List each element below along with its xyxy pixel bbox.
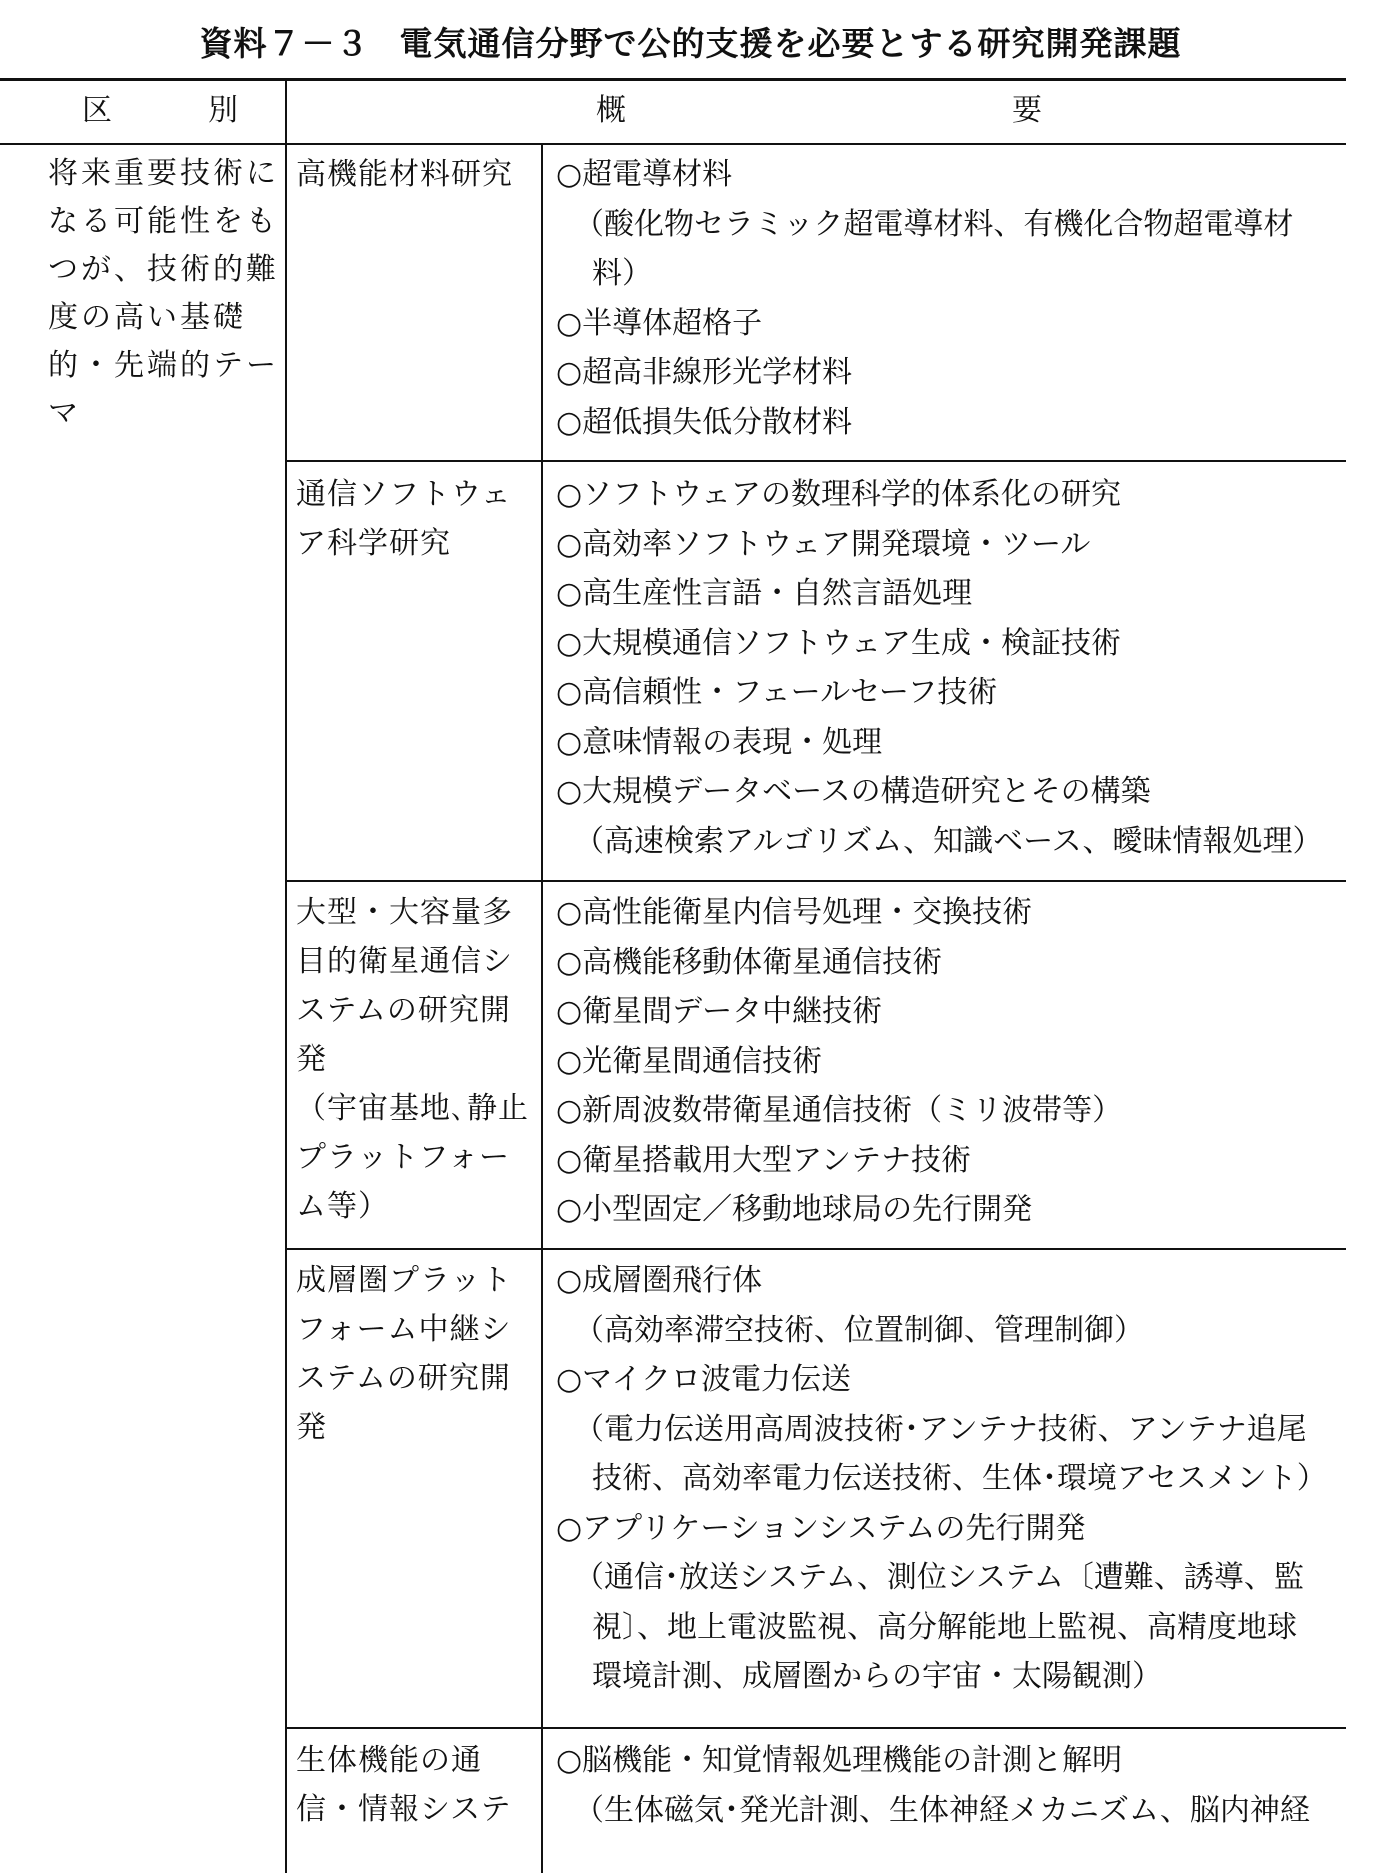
list-item: ○光衛星間通信技術: [556, 1043, 823, 1079]
section-rule-2: [285, 880, 1346, 882]
detail-line: （酸化物セラミック超電導材料、有機化合物超電導材: [574, 206, 1294, 242]
list-item: ○高生産性言語・自然言語処理: [556, 576, 973, 611]
list-item: ○超高非線形光学材料: [556, 355, 853, 390]
section-items-4: [556, 1256, 1336, 1702]
list-item: ○新周波数帯衛星通信技術（ミリ波帯等）: [556, 1093, 1123, 1128]
document-title: [0, 18, 1381, 65]
section-items-3: [556, 888, 1336, 1235]
section-topic-3-title: 大型・大容量多目的衛星通信システムの研究開発: [296, 895, 513, 1077]
list-item: ○高効率ソフトウェア開発環境・ツール: [556, 526, 1091, 562]
list-item: ○衛星搭載用大型アンテナ技術: [556, 1142, 971, 1178]
list-item: ○高信頼性・フェールセーフ技術: [556, 675, 998, 710]
title-prefix: 資料７－３: [199, 24, 370, 63]
detail-line: （高速検索アルゴリズム、知識ベース、曖昧情報処理）: [574, 823, 1323, 859]
category-text: 将来重要技術になる可能性をもつが、技術的難度の高い基礎的・先端的テーマ: [48, 156, 279, 431]
detail-line: （通信･放送システム、測位システム〔遭難、誘導、監: [574, 1560, 1304, 1595]
list-item: ○ソフトウェアの数理科学的体系化の研究: [556, 477, 1121, 512]
section-topic-1: 高機能材料研究: [296, 157, 513, 192]
detail-line: （高効率滞空技術、位置制御、管理制御）: [574, 1312, 1144, 1348]
header-col2-char1: 概: [596, 93, 626, 128]
table-top-rule: [0, 78, 1346, 81]
section-items-5: [556, 1736, 1336, 1835]
section-rule-4: [285, 1727, 1346, 1729]
list-item: ○大規模データベースの構造研究とその構築: [556, 774, 1151, 809]
detail-line: （生体磁気･発光計測、生体神経メカニズム、脳内神経: [574, 1792, 1310, 1828]
list-item: ○アプリケーションシステムの先行開発: [556, 1510, 1086, 1546]
list-item: ○小型固定／移動地球局の先行開発: [556, 1192, 1033, 1227]
section-items-1: [556, 150, 1336, 447]
list-item: ○超電導材料: [556, 157, 733, 192]
list-item: ○大規模通信ソフトウェア生成・検証技術: [556, 625, 1121, 661]
list-item-detail: [556, 200, 1336, 299]
list-item: ○衛星間データ中継技術: [556, 994, 883, 1029]
detail-line: 技術、高効率電力伝送技術、生体･環境アセスメント）: [592, 1461, 1327, 1496]
list-item: ○脳機能・知覚情報処理機能の計測と解明: [556, 1743, 1123, 1778]
section-items-2: [556, 470, 1336, 866]
list-item: ○成層圏飛行体: [556, 1263, 763, 1298]
list-item-detail: [556, 817, 1336, 867]
list-item: ○超低損失低分散材料: [556, 404, 853, 440]
list-item-detail: [556, 1786, 1336, 1836]
detail-line: 視〕、地上電波監視、高分解能地上監視、高精度地球: [592, 1609, 1297, 1645]
detail-line: （電力伝送用高周波技術･アンテナ技術、アンテナ追尾: [574, 1411, 1307, 1447]
list-item-detail: [556, 1306, 1336, 1356]
header-col2-char2: 要: [1012, 93, 1042, 128]
list-item: ○半導体超格子: [556, 305, 763, 341]
header-col1-char1: 区: [82, 93, 112, 128]
list-item: ○高機能移動体衛星通信技術: [556, 944, 943, 980]
section-rule-1: [285, 460, 1346, 462]
column-divider-2: [541, 143, 543, 1873]
list-item-detail: [556, 1405, 1336, 1504]
section-topic-4: 成層圏プラットフォーム中継システムの研究開発: [296, 1263, 513, 1445]
section-topic-3: [296, 888, 532, 1231]
list-item-detail: [556, 1553, 1336, 1702]
section-topic-3-note: （宇宙基地､静止プラットフォーム等）: [296, 1091, 529, 1224]
section-topic-5: 生体機能の通信・情報システ: [296, 1743, 512, 1827]
section-topic-2: 通信ソフトウェア科学研究: [296, 477, 512, 561]
list-item: ○意味情報の表現・処理: [556, 724, 883, 760]
header-bottom-rule: [0, 143, 1346, 145]
list-item: ○高性能衛星内信号処理・交換技術: [556, 895, 1033, 930]
list-item: ○マイクロ波電力伝送: [556, 1362, 851, 1397]
column-divider-1: [285, 78, 287, 1873]
header-col1-char2: 別: [208, 93, 238, 128]
section-rule-3: [285, 1248, 1346, 1250]
detail-line: 料）: [592, 256, 652, 291]
detail-line: 環境計測、成層圏からの宇宙・太陽観測）: [592, 1659, 1162, 1694]
title-main: 電気通信分野で公的支援を必要とする研究開発課題: [399, 24, 1182, 63]
